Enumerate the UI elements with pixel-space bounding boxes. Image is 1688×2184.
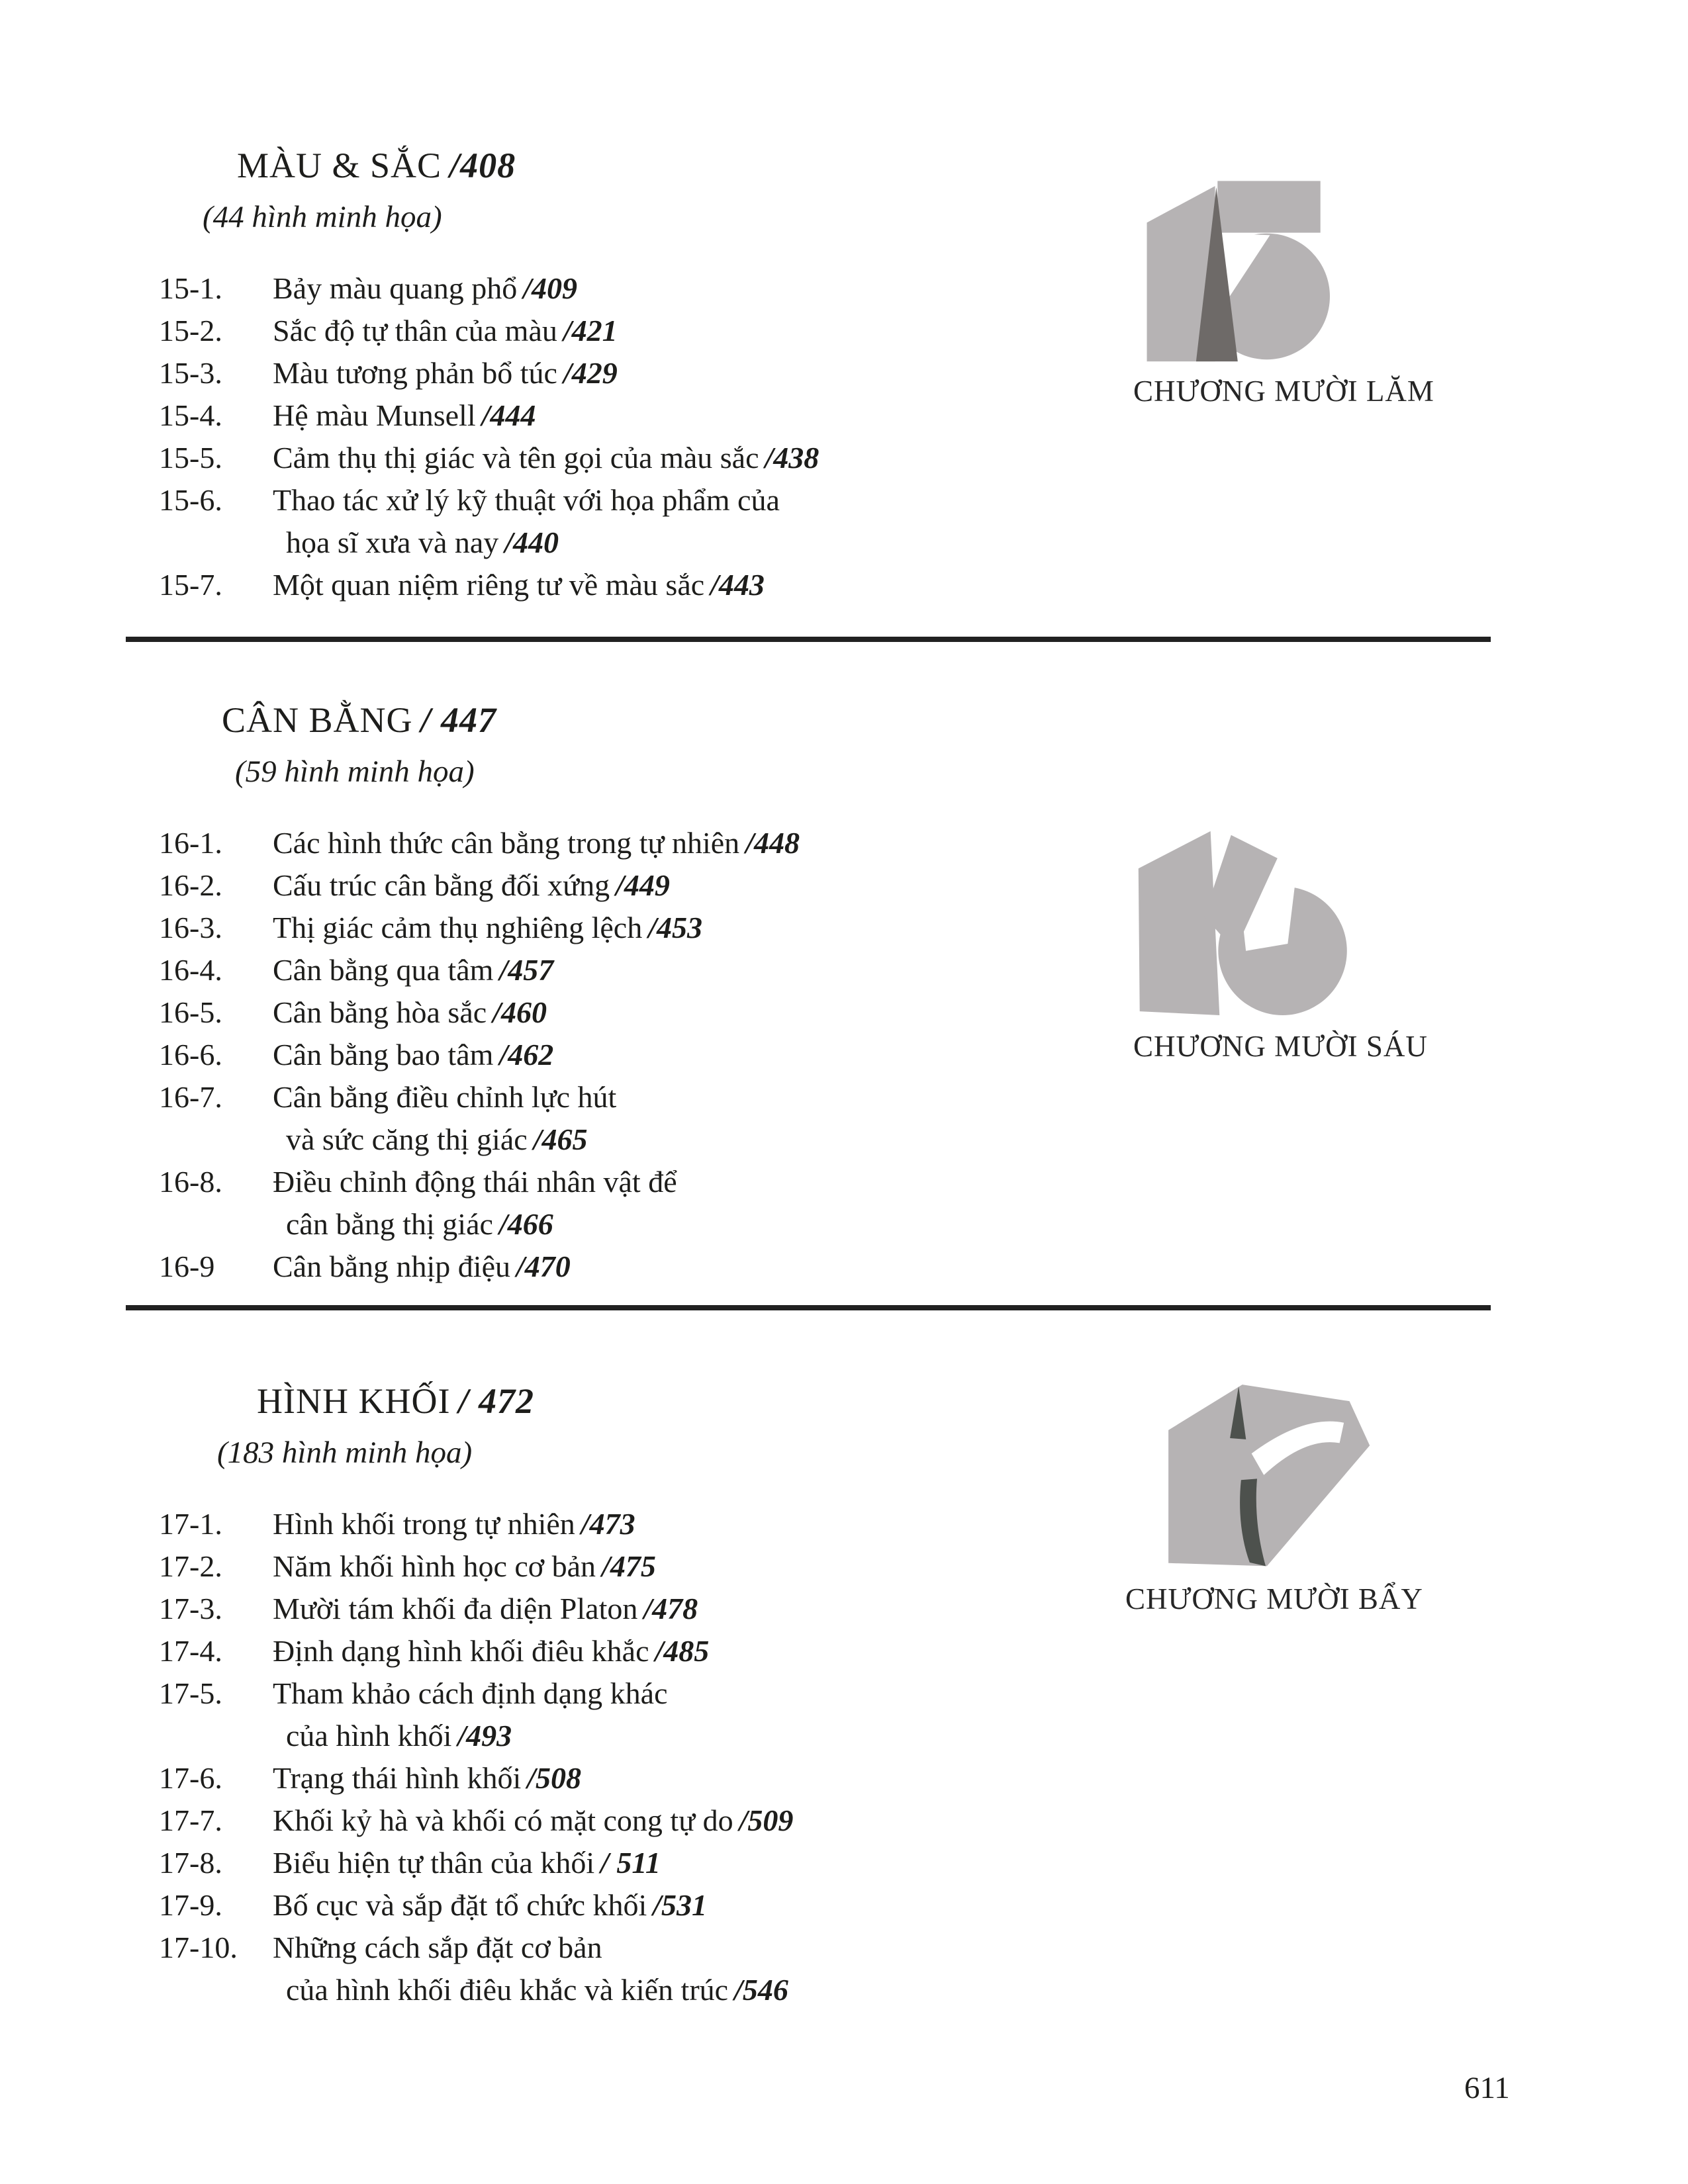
toc-item-title bbox=[273, 267, 1152, 310]
toc-item-title bbox=[273, 1161, 1152, 1246]
toc-item-line: Bảy màu quang phổ /409 bbox=[273, 271, 577, 305]
toc-item-page-ref: /438 bbox=[765, 441, 820, 475]
toc-item bbox=[159, 394, 1152, 437]
toc-list-chapter-16 bbox=[159, 822, 1152, 1288]
toc-item-page-ref: /475 bbox=[602, 1549, 656, 1583]
toc-item-line: Khối kỷ hà và khối có mặt cong tự do /509 bbox=[273, 1803, 794, 1837]
toc-item-number: 16-4. bbox=[159, 953, 222, 987]
toc-item-number: 16-1. bbox=[159, 826, 222, 860]
toc-item-line: Các hình thức cân bằng trong tự nhiên /448 bbox=[273, 826, 800, 860]
toc-item-title bbox=[273, 1246, 1152, 1288]
toc-item-number: 17-5. bbox=[159, 1676, 222, 1710]
toc-item-line: của hình khối điêu khắc và kiến trúc /546 bbox=[286, 1973, 788, 2007]
toc-item-page-ref: /421 bbox=[563, 314, 618, 347]
toc-item bbox=[159, 1076, 1152, 1161]
section-chapter-17 bbox=[159, 1380, 1152, 2011]
toc-item-number: 15-4. bbox=[159, 398, 222, 432]
toc-item-line: Những cách sắp đặt cơ bản bbox=[273, 1931, 602, 1964]
toc-item-line: Cân bằng qua tâm /457 bbox=[273, 953, 554, 987]
toc-item bbox=[159, 1842, 1152, 1884]
chapter-15-numeral-graphic bbox=[1139, 173, 1332, 363]
section-title-text: CÂN BẰNG bbox=[222, 700, 413, 740]
toc-item-title bbox=[273, 1545, 1152, 1588]
toc-list-chapter-17 bbox=[159, 1503, 1152, 2011]
toc-item-title bbox=[273, 949, 1152, 991]
toc-item-number: 17-3. bbox=[159, 1592, 222, 1625]
section-divider bbox=[126, 1305, 1491, 1310]
toc-item-line: cân bằng thị giác /466 bbox=[286, 1207, 553, 1241]
toc-item-line: Định dạng hình khối điêu khắc /485 bbox=[273, 1634, 710, 1668]
toc-item-title bbox=[273, 1672, 1152, 1757]
section-title-text: HÌNH KHỐI bbox=[257, 1381, 451, 1421]
toc-list-chapter-15 bbox=[159, 267, 1152, 606]
toc-item-number: 17-10. bbox=[159, 1931, 238, 1964]
toc-item-page-ref: /509 bbox=[739, 1803, 794, 1837]
toc-item-number: 15-2. bbox=[159, 314, 222, 347]
toc-item-title bbox=[273, 1076, 1152, 1161]
toc-item bbox=[159, 479, 1152, 564]
toc-item-title bbox=[273, 1588, 1152, 1630]
chapter-17-block bbox=[1125, 1358, 1423, 1616]
toc-item-number: 17-2. bbox=[159, 1549, 222, 1583]
toc-item bbox=[159, 1799, 1152, 1842]
toc-item bbox=[159, 1034, 1152, 1076]
toc-item-title bbox=[273, 394, 1152, 437]
toc-item-page-ref: /470 bbox=[516, 1250, 571, 1283]
toc-item-number: 16-2. bbox=[159, 868, 222, 902]
section-chapter-15 bbox=[159, 144, 1152, 606]
section-divider bbox=[126, 637, 1491, 642]
toc-item-line: Mười tám khối đa diện Platon /478 bbox=[273, 1592, 698, 1625]
toc-item-title bbox=[273, 991, 1152, 1034]
toc-item-line: Hình khối trong tự nhiên /473 bbox=[273, 1507, 635, 1541]
toc-item-page-ref: /465 bbox=[533, 1122, 588, 1156]
toc-item bbox=[159, 310, 1152, 352]
chapter-15-block bbox=[1133, 173, 1434, 408]
toc-item-line: Cân bằng hòa sắc /460 bbox=[273, 995, 547, 1029]
toc-item bbox=[159, 1927, 1152, 2011]
toc-item bbox=[159, 1545, 1152, 1588]
toc-item-page-ref: /429 bbox=[563, 356, 618, 390]
chapter-16-numeral-graphic bbox=[1133, 825, 1365, 1018]
toc-item bbox=[159, 267, 1152, 310]
toc-item-page-ref: / 511 bbox=[600, 1846, 661, 1880]
toc-item bbox=[159, 1246, 1152, 1288]
page-number: 611 bbox=[1464, 2071, 1510, 2105]
toc-item-title bbox=[273, 864, 1152, 907]
toc-item bbox=[159, 864, 1152, 907]
toc-item-page-ref: /473 bbox=[581, 1507, 635, 1541]
toc-item-number: 16-7. bbox=[159, 1080, 222, 1114]
toc-item-title bbox=[273, 1884, 1152, 1927]
toc-item-page-ref: /546 bbox=[734, 1973, 788, 2007]
toc-item-page-ref: /493 bbox=[457, 1719, 512, 1752]
section-title bbox=[257, 1380, 1152, 1422]
toc-item-line: của hình khối /493 bbox=[286, 1719, 512, 1752]
toc-item-page-ref: /443 bbox=[710, 568, 765, 602]
toc-item-title bbox=[273, 564, 1152, 606]
toc-item-title bbox=[273, 822, 1152, 864]
toc-item-number: 17-6. bbox=[159, 1761, 222, 1795]
toc-item bbox=[159, 1588, 1152, 1630]
toc-item-number: 16-3. bbox=[159, 911, 222, 944]
toc-item-title bbox=[273, 437, 1152, 479]
toc-item-title bbox=[273, 1842, 1152, 1884]
toc-item-number: 17-8. bbox=[159, 1846, 222, 1880]
toc-item-number: 15-1. bbox=[159, 271, 222, 305]
toc-item-title bbox=[273, 1034, 1152, 1076]
toc-item-number: 17-7. bbox=[159, 1803, 222, 1837]
toc-item-line: họa sĩ xưa và nay /440 bbox=[286, 525, 559, 559]
section-page-ref: / 447 bbox=[420, 700, 497, 740]
chapter-16-block bbox=[1133, 825, 1428, 1064]
toc-item bbox=[159, 564, 1152, 606]
toc-item-line: Thị giác cảm thụ nghiêng lệch /453 bbox=[273, 911, 702, 944]
toc-item-title bbox=[273, 1927, 1152, 2011]
toc-item-page-ref: /466 bbox=[498, 1207, 553, 1241]
toc-item bbox=[159, 991, 1152, 1034]
toc-item-line: Cân bằng điều chỉnh lực hút bbox=[273, 1080, 617, 1114]
section-subtitle: (44 hình minh họa) bbox=[203, 200, 442, 234]
toc-item-page-ref: /453 bbox=[648, 911, 702, 944]
toc-item-number: 16-8. bbox=[159, 1165, 222, 1199]
chapter-15-caption: CHƯƠNG MƯỜI LĂM bbox=[1133, 375, 1434, 408]
section-title-text: MÀU & SẮC bbox=[237, 146, 442, 185]
toc-item-title bbox=[273, 310, 1152, 352]
section-subtitle: (59 hình minh họa) bbox=[235, 754, 475, 789]
toc-item-line: Thao tác xử lý kỹ thuật với họa phẩm của bbox=[273, 483, 780, 517]
toc-item-number: 15-7. bbox=[159, 568, 222, 602]
toc-item-number: 17-9. bbox=[159, 1888, 222, 1922]
toc-item-line: Cân bằng nhịp điệu /470 bbox=[273, 1250, 571, 1283]
toc-item-title bbox=[273, 907, 1152, 949]
toc-item-title bbox=[273, 1630, 1152, 1672]
toc-item-number: 15-6. bbox=[159, 483, 222, 517]
toc-item-page-ref: /460 bbox=[492, 995, 547, 1029]
toc-item-page-ref: /462 bbox=[499, 1038, 554, 1071]
toc-item-line: Trạng thái hình khối /508 bbox=[273, 1761, 582, 1795]
toc-item-line: Tham khảo cách định dạng khác bbox=[273, 1676, 668, 1710]
toc-item bbox=[159, 1161, 1152, 1246]
toc-item-line: Một quan niệm riêng tư về màu sắc /443 bbox=[273, 568, 765, 602]
toc-item-page-ref: /531 bbox=[653, 1888, 708, 1922]
toc-item-title bbox=[273, 479, 1152, 564]
toc-item-title bbox=[273, 1503, 1152, 1545]
toc-item-line: Hệ màu Munsell /444 bbox=[273, 398, 536, 432]
toc-item-page-ref: /457 bbox=[499, 953, 554, 987]
toc-item-page-ref: /448 bbox=[745, 826, 800, 860]
section-title bbox=[222, 699, 1152, 741]
toc-item-number: 16-6. bbox=[159, 1038, 222, 1071]
toc-item bbox=[159, 1630, 1152, 1672]
toc-item-page-ref: /444 bbox=[481, 398, 536, 432]
toc-item bbox=[159, 1884, 1152, 1927]
toc-item-line: Bố cục và sắp đặt tổ chức khối /531 bbox=[273, 1888, 708, 1922]
toc-item bbox=[159, 1503, 1152, 1545]
section-page-ref: /408 bbox=[449, 146, 516, 185]
toc-item-line: Cấu trúc cân bằng đối xứng /449 bbox=[273, 868, 670, 902]
toc-item-line: Năm khối hình học cơ bản /475 bbox=[273, 1549, 656, 1583]
toc-item-line: Điều chỉnh động thái nhân vật để bbox=[273, 1165, 677, 1199]
toc-item-number: 17-1. bbox=[159, 1507, 222, 1541]
toc-item bbox=[159, 437, 1152, 479]
section-subtitle: (183 hình minh họa) bbox=[217, 1435, 473, 1470]
section-page-ref: / 472 bbox=[458, 1381, 534, 1421]
toc-item bbox=[159, 352, 1152, 394]
toc-item-line: Màu tương phản bổ túc /429 bbox=[273, 356, 618, 390]
toc-item-page-ref: /440 bbox=[504, 525, 559, 559]
toc-item bbox=[159, 1757, 1152, 1799]
toc-item-number: 15-3. bbox=[159, 356, 222, 390]
toc-item-page-ref: /449 bbox=[616, 868, 670, 902]
toc-item bbox=[159, 822, 1152, 864]
chapter-17-caption: CHƯƠNG MƯỜI BẨY bbox=[1125, 1582, 1423, 1615]
toc-item-line: Cảm thụ thị giác và tên gọi của màu sắc /438 bbox=[273, 441, 820, 475]
toc-item-line: Cân bằng bao tâm /462 bbox=[273, 1038, 554, 1071]
toc-item-number: 16-5. bbox=[159, 995, 222, 1029]
section-title bbox=[237, 144, 1152, 187]
chapter-16-caption: CHƯƠNG MƯỜI SÁU bbox=[1133, 1030, 1428, 1063]
toc-item bbox=[159, 907, 1152, 949]
toc-item-line: Biểu hiện tự thân của khối / 511 bbox=[273, 1846, 661, 1880]
toc-item-page-ref: /478 bbox=[643, 1592, 698, 1625]
toc-item-number: 15-5. bbox=[159, 441, 222, 475]
toc-item-number: 17-4. bbox=[159, 1634, 222, 1668]
toc-item-title bbox=[273, 352, 1152, 394]
toc-item bbox=[159, 1672, 1152, 1757]
toc-item-page-ref: /409 bbox=[523, 271, 577, 305]
toc-item-page-ref: /485 bbox=[655, 1634, 710, 1668]
chapter-17-numeral-graphic bbox=[1125, 1358, 1372, 1570]
toc-item bbox=[159, 949, 1152, 991]
toc-item-line: Sắc độ tự thân của màu /421 bbox=[273, 314, 618, 347]
toc-item-line: và sức căng thị giác /465 bbox=[286, 1122, 588, 1156]
toc-item-title bbox=[273, 1799, 1152, 1842]
toc-item-page-ref: /508 bbox=[527, 1761, 582, 1795]
section-chapter-16 bbox=[159, 699, 1152, 1288]
toc-item-title bbox=[273, 1757, 1152, 1799]
toc-item-number: 16-9 bbox=[159, 1250, 215, 1283]
